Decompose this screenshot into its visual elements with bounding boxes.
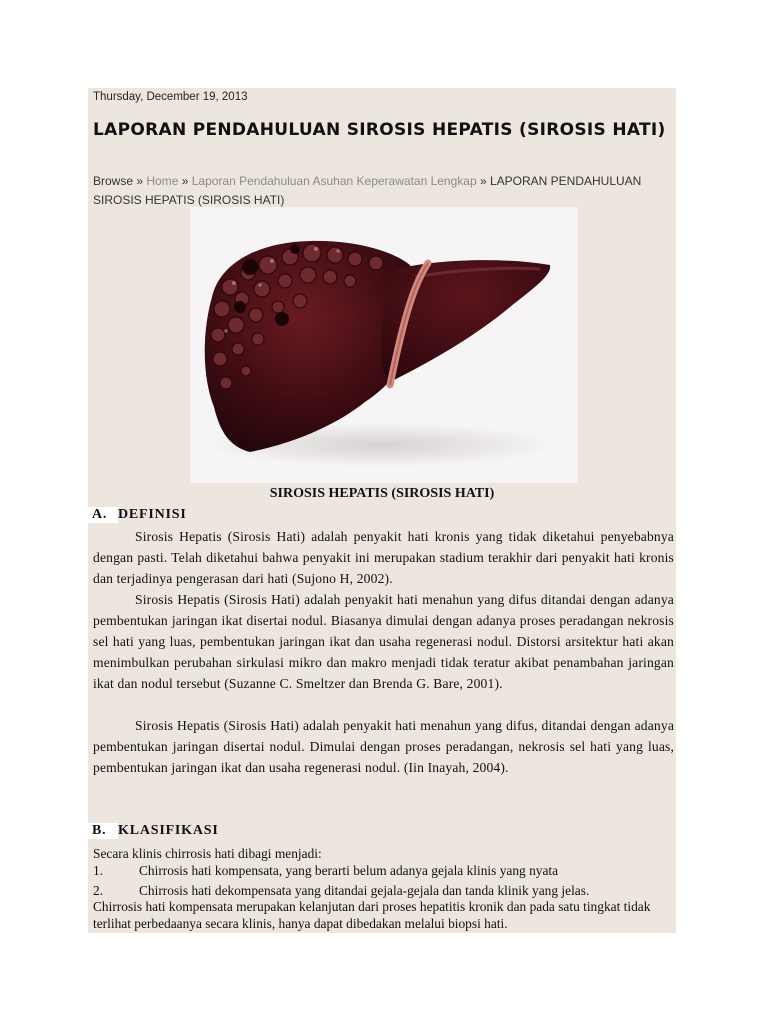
section-a-letter: A. [88,507,118,523]
cirrhotic-liver-illustration [190,207,578,483]
liver-image [190,207,578,483]
definition-paragraph-2: Sirosis Hepatis (Sirosis Hati) adalah penyakit hati menahun yang difus ditandai dengan adanya pembentukan jaringan ikat disertai nodul. Biasanya dimulai dengan adanya proses peradangan nekrosis sel hati yang luas, pembentukan jaringan ikat dan usaha regenerasi nodul. Distorsi arsitektur hati akan menimbulkan perubahan sirkulasi mikro dan makro menjadi tidak teratur akibat penambahan jaringan ikat dan nodul tersebut (Suzanne C. Smeltzer dan Brenda G. Bare, 2001). [93,592,674,691]
list-item [93,882,589,899]
breadcrumb [93,172,668,210]
breadcrumb-separator: » [476,174,490,188]
article-page [88,88,676,933]
section-b-heading [88,823,219,839]
image-caption: SIROSIS HEPATIS (SIROSIS HATI) [269,486,495,501]
list-item-text: Chirrosis hati kompensata, yang berarti belum adanya gejala klinis yang nyata [139,863,559,878]
breadcrumb-separator: » [178,174,192,188]
classification-intro: Secara klinis chirrosis hati dibagi menjadi: [93,846,322,861]
section-b-title: KLASIFIKASI [118,823,219,838]
classification-tail-paragraph: Chirrosis hati kompensata merupakan kelanjutan dari proses hepatitis kronik dan pada satu tingkat tidak terlihat perbedaanya secara klinis, hanya dapat dibedakan melalui biopsi hati. [93,899,651,931]
post-title: LAPORAN PENDAHULUAN SIROSIS HEPATIS (SIROSIS HATI) [93,120,666,140]
list-item-number: 2. [93,883,104,898]
section-b-letter: B. [88,823,118,839]
list-item-number: 1. [93,863,104,878]
post-date: Thursday, December 19, 2013 [93,91,248,103]
breadcrumb-separator: » [133,174,147,188]
breadcrumb-home-link[interactable]: Home [146,174,179,188]
definition-paragraph-1: Sirosis Hepatis (Sirosis Hati) adalah penyakit hati kronis yang tidak diketahui penyebabnya dengan pasti. Telah diketahui bahwa penyakit ini merupakan stadium terakhir dari penyakit hati kronis dan terjadinya pengerasan dari hati (Sujono H, 2002). [93,529,674,586]
breadcrumb-browse: Browse [93,174,134,188]
section-a-heading [88,507,187,523]
breadcrumb-category-link[interactable]: Laporan Pendahuluan Asuhan Keperawatan Lengkap [191,174,477,188]
breadcrumb-current: LAPORAN PENDAHULUAN SIROSIS HEPATIS (SIROSIS HATI) [93,174,642,207]
list-item-text: Chirrosis hati dekompensata yang ditandai gejala-gejala dan tanda klinik yang jelas. [139,883,590,898]
section-a-title: DEFINISI [118,507,187,522]
list-item [93,862,558,879]
definition-paragraph-3: Sirosis Hepatis (Sirosis Hati) adalah penyakit hati menahun yang difus, ditandai dengan adanya pembentukan jaringan disertai nodul. Dimulai dengan proses peradangan, nekrosis sel hati yang luas, pembentukan jaringan ikat dan usaha regenerasi nodul. (Iin Inayah, 2004). [93,718,674,775]
